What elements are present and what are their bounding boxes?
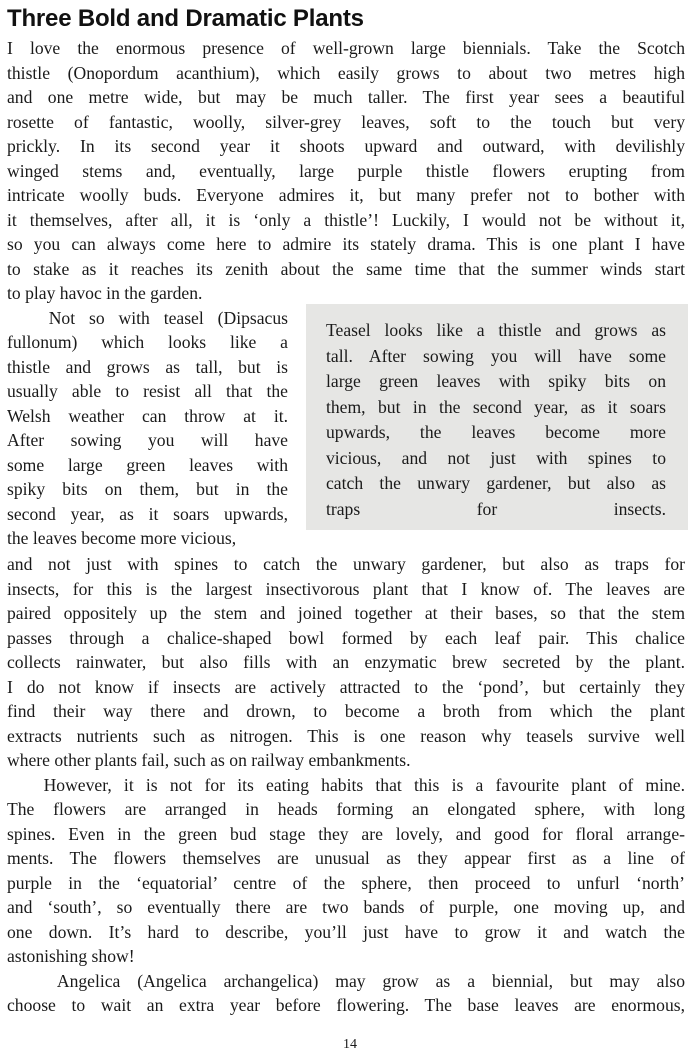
text-line: find their way there and drown, to become a broth from which the plant: [7, 701, 685, 721]
text-line: to play havoc in the garden.: [7, 283, 203, 303]
text-line: winged stems and, eventually, large purple thistle flowers erupting from: [7, 160, 685, 181]
pull-quote-line: them, but in the second year, as it soars: [326, 396, 666, 417]
text-line: thistle (Onopordum acanthium), which easily grows to about two metres high: [7, 62, 685, 83]
text-line: However, it is not for its eating habits that this is a favourite plant of mine.: [7, 774, 685, 795]
text-line: fullonum) which looks like a: [7, 332, 288, 352]
pull-quote-line: large green leaves with spiky bits on: [326, 371, 666, 391]
text-line: intricate woolly buds. Everyone admires it, but many prefer not to bother with: [7, 185, 685, 205]
section-heading: Three Bold and Dramatic Plants: [7, 5, 364, 32]
text-line: one down. It’s hard to describe, you’ll just have to grow it and watch the: [7, 921, 685, 942]
text-line: rosette of fantastic, woolly, silver-grey leaves, soft to the touch but very: [7, 111, 685, 132]
text-line: The flowers are arranged in heads forming an elongated sphere, with long: [7, 799, 685, 819]
text-line: Not so with teasel (Dipsacus: [7, 307, 288, 328]
text-line: choose to wait an extra year before flowering. The base leaves are enormous,: [7, 995, 685, 1015]
page-number: 14: [343, 1037, 357, 1052]
text-line: some large green leaves with: [7, 454, 288, 475]
text-line: After sowing you will have: [7, 430, 288, 450]
pull-quote-line: upwards, the leaves become more: [326, 422, 666, 442]
pull-quote-line: vicious, and not just with spines to: [326, 447, 666, 468]
pull-quote-line: traps for insects.: [326, 498, 666, 519]
text-line: spines. Even in the green bud stage they are lovely, and good for floral arrange-: [7, 823, 685, 844]
text-line: thistle and grows as tall, but is: [7, 356, 288, 377]
text-line: it themselves, after all, it is ‘only a thistle’! Luckily, I would not be without it,: [7, 209, 685, 230]
text-line: astonishing show!: [7, 946, 135, 966]
text-line: collects rainwater, but also fills with an enzymatic brew secreted by the plant.: [7, 652, 685, 672]
pull-quote-line: catch the unwary gardener, but also as: [326, 473, 666, 493]
text-line: Angelica (Angelica archangelica) may grow as a biennial, but may also: [7, 970, 685, 991]
text-line: Welsh weather can throw at it.: [7, 405, 288, 426]
text-line: where other plants fail, such as on railway embankments.: [7, 750, 411, 770]
pull-quote-line: tall. After sowing you will have some: [326, 345, 666, 366]
text-line: so you can always come here to admire its stately drama. This is one plant I have: [7, 234, 685, 254]
text-line: usually able to resist all that the: [7, 381, 288, 401]
text-line: the leaves become more vicious,: [7, 528, 237, 548]
text-line: to stake as it reaches its zenith about the same time that the summer winds start: [7, 258, 685, 279]
text-line: ments. The flowers themselves are unusual as they appear first as a line of: [7, 848, 685, 868]
text-line: I love the enormous presence of well-grown large biennials. Take the Scotch: [7, 38, 685, 58]
text-line: prickly. In its second year it shoots upward and outward, with devilishly: [7, 136, 685, 156]
text-line: paired oppositely up the stem and joined together at their bases, so that the stem: [7, 603, 685, 623]
text-line: and one metre wide, but may be much taller. The first year sees a beautiful: [7, 87, 685, 107]
text-line: and not just with spines to catch the unwary gardener, but also as traps for: [7, 554, 685, 574]
text-line: extracts nutrients such as nitrogen. This is one reason why teasels survive well: [7, 725, 685, 746]
text-line: and ‘south’, so eventually there are two bands of purple, one moving up, and: [7, 897, 685, 917]
text-line: I do not know if insects are actively attracted to the ‘pond’, but certainly they: [7, 676, 685, 697]
text-line: purple in the ‘equatorial’ centre of the sphere, then proceed to unfurl ‘north’: [7, 872, 685, 893]
text-line: spiky bits on them, but in the: [7, 479, 288, 499]
pull-quote-line: Teasel looks like a thistle and grows as: [326, 320, 666, 340]
text-line: passes through a chalice-shaped bowl formed by each leaf pair. This chalice: [7, 627, 685, 648]
text-line: insects, for this is the largest insectivorous plant that I know of. The leaves are: [7, 578, 685, 599]
text-line: second year, as it soars upwards,: [7, 503, 288, 524]
